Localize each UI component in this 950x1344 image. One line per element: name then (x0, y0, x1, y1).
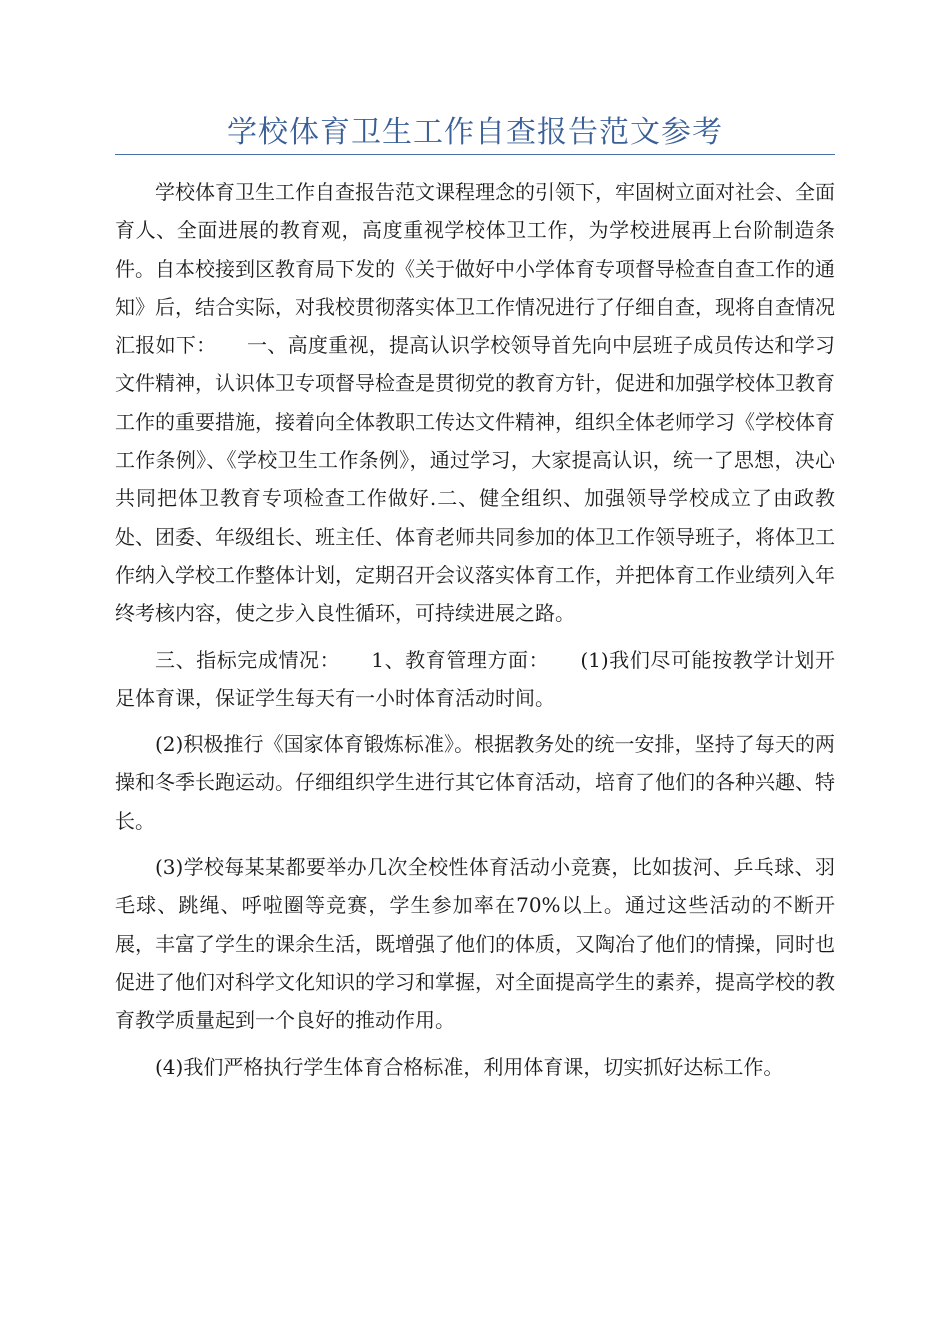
paragraph-item-2: (2)积极推行《国家体育锻炼标准》。根据教务处的统一安排，坚持了每天的两操和冬季长跑运动。仔细组织学生进行其它体育活动，培育了他们的各种兴趣、特长。 (115, 732, 835, 833)
title-underline (115, 154, 835, 155)
paragraph-intro: 学校体育卫生工作自查报告范文课程理念的引领下，牢固树立面对社会、全面育人、全面进展的教育观，高度重视学校体卫工作，为学校进展再上台阶制造条件。自本校接到区教育局下发的《关于做好中小学体育专项督导检查自查工作的通知》后，结合实际，对我校贯彻落实体卫工作情况进行了仔细自查，现将自查情况汇报如下： 一、高度重视，提高认识学校领导首先向中层班子成员传达和学习文件精神，认识体卫专项督导检查是贯彻党的教育方针，促进和加强学校体卫教育工作的重要措施，接着向全体教职工传达文件精神，组织全体老师学习《学校体育工作条例》、《学校卫生工作条例》，通过学习，大家提高认识，统一了思想，决心共同把体卫教育专项检查工作做好.二、健全组织、加强领导学校成立了由政教处、团委、年级组长、班主任、体育老师共同参加的体卫工作领导班子，将体卫工作纳入学校工作整体计划，定期召开会议落实体育工作，并把体育工作业绩列入年终考核内容，使之步入良性循环，可持续进展之路。 (115, 180, 835, 626)
paragraph-indicators: 三、指标完成情况： 1、教育管理方面： (1)我们尽可能按教学计划开足体育课，保证学生每天有一小时体育活动时间。 (115, 647, 835, 710)
paragraph-item-4: (4)我们严格执行学生体育合格标准，利用体育课，切实抓好达标工作。 (155, 1054, 784, 1079)
document-body (115, 173, 835, 1086)
document-title: 学校体育卫生工作自查报告范文参考 (227, 115, 723, 150)
paragraph-item-3: (3)学校每某某都要举办几次全校性体育活动小竞赛，比如拔河、乒乓球、羽毛球、跳绳、呼啦圈等竞赛，学生参加率在70%以上。通过这些活动的不断开展，丰富了学生的课余生活，既增强了他们的体质，又陶冶了他们的情操，同时也促进了他们对科学文化知识的学习和掌握，对全面提高学生的素养，提高学校的教育教学质量起到一个良好的推动作用。 (115, 855, 835, 1033)
